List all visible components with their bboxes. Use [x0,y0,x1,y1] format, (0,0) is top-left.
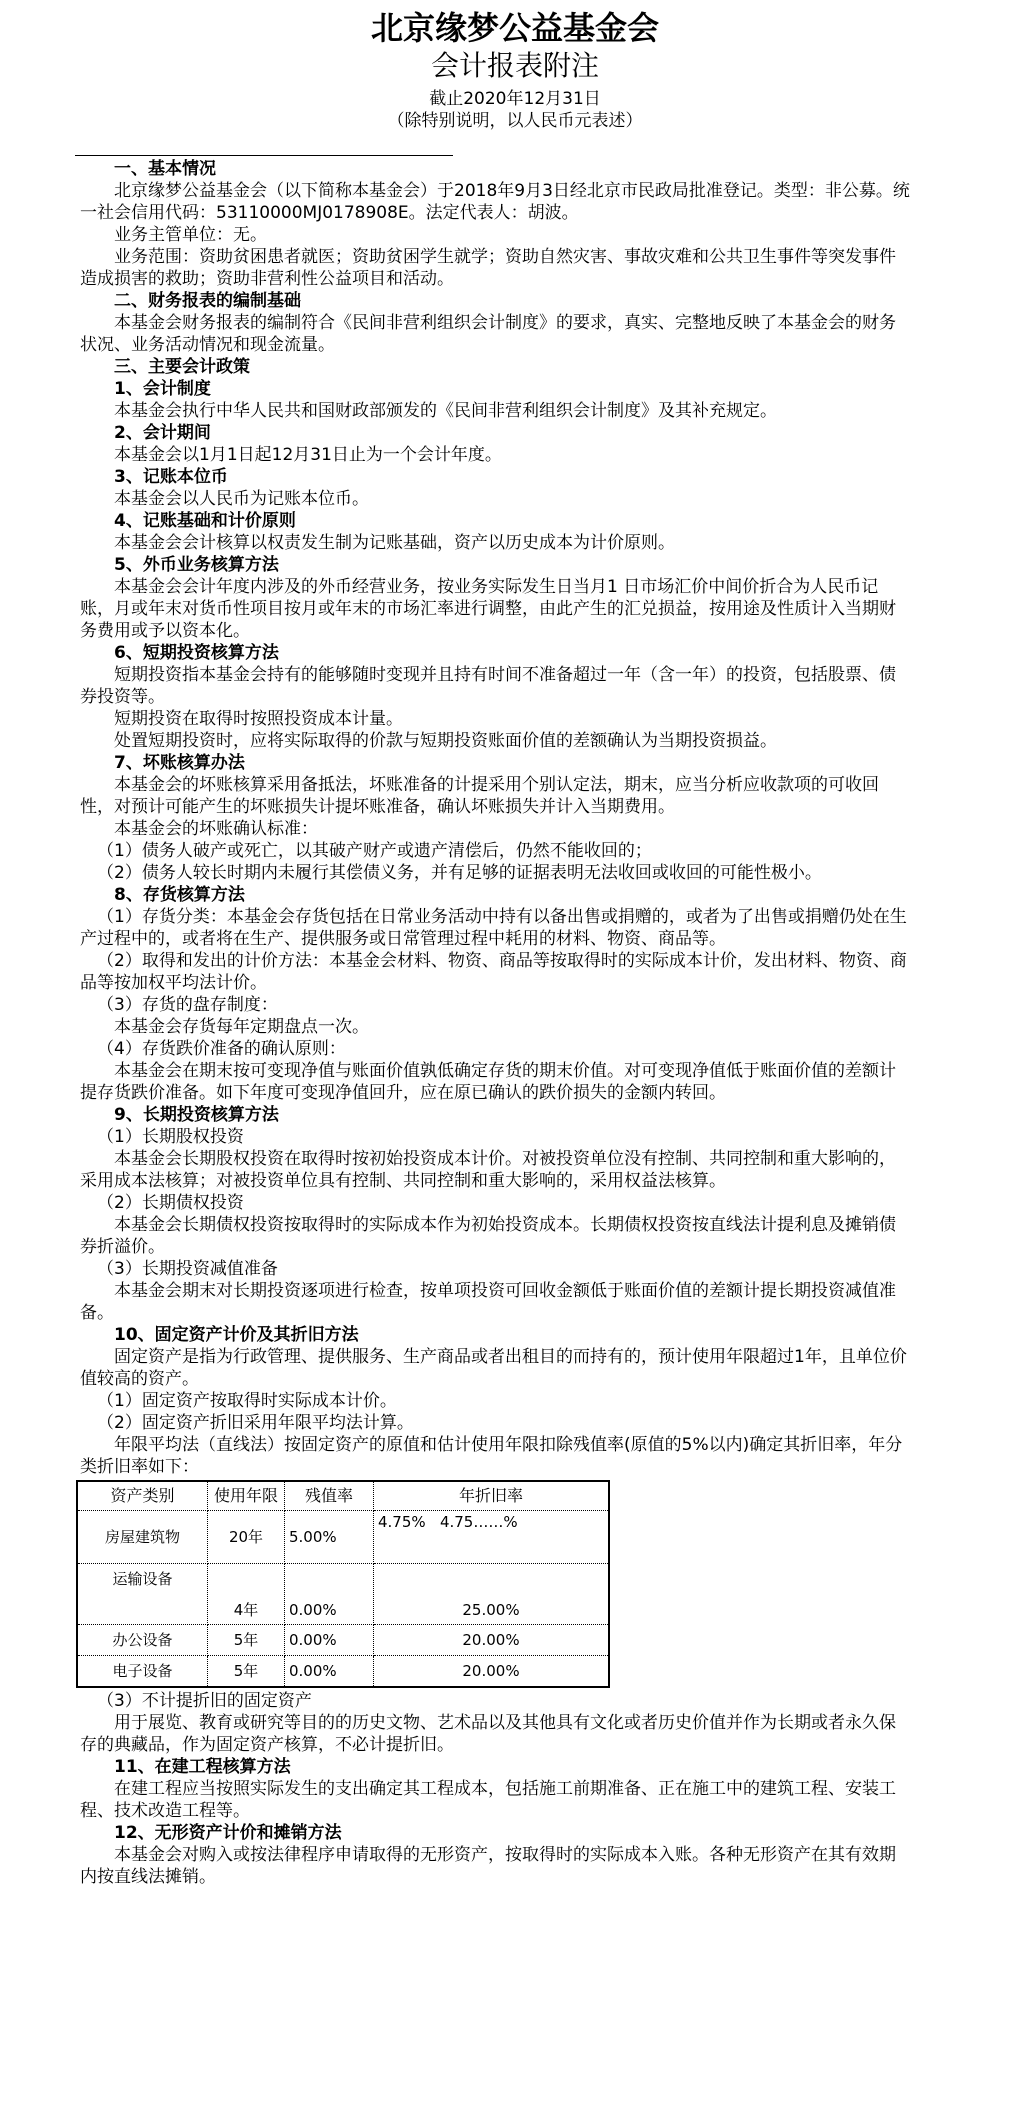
section-heading: 二、财务报表的编制基础 [114,291,301,311]
residual-rate-cell: 5.00% [285,1511,374,1564]
table-header-row [77,1481,609,1511]
paragraph: 业务主管单位：无。 [114,225,267,245]
subsection-heading: 2、会计期间 [114,423,211,443]
paragraph: （2）债务人较长时期内未履行其偿债义务，并有足够的证据表明无法收回或收回的可能性极小。 [97,863,822,883]
paragraph: 用于展览、教育或研究等目的的历史文物、艺术品以及其他具有文化或者历史价值并作为长期或者永久保存的典藏品，作为固定资产核算，不必计提折旧。 [80,1713,896,1755]
residual-rate-cell: 0.00% [285,1656,374,1688]
paragraph: （3）存货的盘存制度： [97,995,278,1015]
doc-title: 会计报表附注 [430,49,599,82]
paragraph: （1）存货分类：本基金会存货包括在日常业务活动中持有以备出售或捐赠的，或者为了出售或捐赠仍处在生产过程中的，或者将在生产、提供服务或日常管理过程中耗用的材料、物资、商品等。 [80,907,907,949]
paragraph: （1）长期股权投资 [97,1127,244,1147]
paragraph: 本基金会以1月1日起12月31日止为一个会计年度。 [114,445,502,465]
paragraph: 北京缘梦公益基金会（以下简称本基金会）于2018年9月3日经北京市民政局批准登记。类型：非公募。统一社会信用代码：53110000MJ0178908E。法定代表人：胡波。 [80,181,910,223]
header-cell: 残值率 [285,1481,374,1511]
paragraph: 固定资产是指为行政管理、提供服务、生产商品或者出租目的而持有的，预计使用年限超过1年，且单位价值较高的资产。 [80,1347,907,1389]
useful-life-cell: 4年 [208,1564,285,1625]
paragraph: （1）债务人破产或死亡，以其破产财产或遗产清偿后，仍然不能收回的； [97,841,652,861]
subsection-heading: 12、无形资产计价和摊销方法 [114,1823,342,1843]
table-row [77,1656,609,1688]
useful-life-cell: 20年 [208,1511,285,1564]
subsection-heading: 5、外币业务核算方法 [114,555,279,575]
document-body [80,158,910,1888]
useful-life-cell: 5年 [208,1625,285,1656]
table-row [77,1511,609,1564]
paragraph: （1）固定资产按取得时实际成本计价。 [97,1391,397,1411]
subsection-heading: 3、记账本位币 [114,467,228,487]
paragraph: 本基金会期末对长期投资逐项进行检查，按单项投资可回收金额低于账面价值的差额计提长期投资减值准备。 [80,1281,896,1323]
paragraph: 业务范围：资助贫困患者就医；资助贫困学生就学；资助自然灾害、事故灾难和公共卫生事件等突发事件造成损害的救助；资助非营利性公益项目和活动。 [80,247,896,289]
asset-category-cell: 运输设备 [77,1564,208,1625]
subsection-heading: 4、记账基础和计价原则 [114,511,296,531]
header-cell: 资产类别 [77,1481,208,1511]
paragraph: （2）取得和发出的计价方法：本基金会材料、物资、商品等按取得时的实际成本计价，发出材料、物资、商品等按加权平均法计价。 [80,951,907,993]
paragraph: 本基金会长期债权投资按取得时的实际成本作为初始投资成本。长期债权投资按直线法计提利息及摊销债券折溢价。 [80,1215,896,1257]
paragraph: （3）不计提折旧的固定资产 [97,1691,312,1711]
paragraph: （3）长期投资减值准备 [97,1259,278,1279]
paragraph: 在建工程应当按照实际发生的支出确定其工程成本，包括施工前期准备、正在施工中的建筑工程、安装工程、技术改造工程等。 [80,1779,896,1821]
section-heading: 三、主要会计政策 [114,357,250,377]
paragraph: 本基金会存货每年定期盘点一次。 [114,1017,369,1037]
subsection-heading: 9、长期投资核算方法 [114,1105,279,1125]
paragraph: 本基金会对购入或按法律程序申请取得的无形资产，按取得时的实际成本入账。各种无形资产在其有效期内按直线法摊销。 [80,1845,896,1887]
asset-category-cell: 电子设备 [77,1656,208,1688]
useful-life-cell: 5年 [208,1656,285,1688]
depreciation-rate-cell: 20.00% [374,1656,610,1688]
paragraph: 本基金会的坏账确认标准： [114,819,318,839]
paragraph: 本基金会财务报表的编制符合《民间非营利组织会计制度》的要求，真实、完整地反映了本基金会的财务状况、业务活动情况和现金流量。 [80,313,896,355]
table-row [77,1625,609,1656]
paragraph: 本基金会执行中华人民共和国财政部颁发的《民间非营利组织会计制度》及其补充规定。 [114,401,777,421]
depreciation-rate-cell: 4.75% 4.75……% [374,1511,610,1564]
paragraph: 本基金会在期末按可变现净值与账面价值孰低确定存货的期末价值。对可变现净值低于账面价值的差额计提存货跌价准备。如下年度可变现净值回升，应在原已确认的跌价损失的金额内转回。 [80,1061,896,1103]
asset-category-cell: 办公设备 [77,1625,208,1656]
paragraph: 本基金会会计核算以权责发生制为记账基础，资产以历史成本为计价原则。 [114,533,675,553]
paragraph: 短期投资在取得时按照投资成本计量。 [114,709,403,729]
report-date: 截止2020年12月31日 [429,89,601,109]
subsection-heading: 8、存货核算方法 [114,885,245,905]
paragraph: 处置短期投资时，应将实际取得的价款与短期投资账面价值的差额确认为当期投资损益。 [114,731,777,751]
paragraph: 本基金会的坏账核算采用备抵法，坏账准备的计提采用个别认定法，期末，应当分析应收款项的可收回性，对预计可能产生的坏账损失计提坏账准备，确认坏账损失并计入当期费用。 [80,775,879,817]
table-row [77,1564,609,1625]
depreciation-table [76,1480,610,1688]
section-heading: 一、基本情况 [114,159,216,179]
subsection-heading: 6、短期投资核算方法 [114,643,279,663]
residual-rate-cell: 0.00% [285,1564,374,1625]
org-title: 北京缘梦公益基金会 [370,9,659,47]
subsection-heading: 7、坏账核算办法 [114,753,245,773]
header-cell: 使用年限 [208,1481,285,1511]
depreciation-rate-cell: 25.00% [374,1564,610,1625]
paragraph: 本基金会长期股权投资在取得时按初始投资成本计价。对被投资单位没有控制、共同控制和重大影响的，采用成本法核算；对被投资单位具有控制、共同控制和重大影响的，采用权益法核算。 [80,1149,896,1191]
paragraph: （2）长期债权投资 [97,1193,244,1213]
paragraph: 本基金会以人民币为记账本位币。 [114,489,369,509]
header-divider [75,155,453,156]
paragraph: 本基金会会计年度内涉及的外币经营业务，按业务实际发生日当月1 日市场汇价中间价折合为人民币记账，月或年末对货币性项目按月或年末的市场汇率进行调整，由此产生的汇兑损益，按用途及性质计入当期财务费用或予以资本化。 [80,577,896,641]
paragraph: 短期投资指本基金会持有的能够随时变现并且持有时间不准备超过一年（含一年）的投资，包括股票、债券投资等。 [80,665,896,707]
paragraph: （4）存货跌价准备的确认原则： [97,1039,346,1059]
residual-rate-cell: 0.00% [285,1625,374,1656]
currency-note: （除特别说明，以人民币元表述） [387,111,643,131]
paragraph: （2）固定资产折旧采用年限平均法计算。 [97,1413,414,1433]
header-cell: 年折旧率 [374,1481,610,1511]
subsection-heading: 10、固定资产计价及其折旧方法 [114,1325,359,1345]
subsection-heading: 1、会计制度 [114,379,211,399]
paragraph: 年限平均法（直线法）按固定资产的原值和估计使用年限扣除残值率(原值的5%以内)确定其折旧率，年分类折旧率如下： [80,1435,903,1477]
asset-category-cell: 房屋建筑物 [77,1511,208,1564]
subsection-heading: 11、在建工程核算方法 [114,1757,291,1777]
depreciation-rate-cell: 20.00% [374,1625,610,1656]
